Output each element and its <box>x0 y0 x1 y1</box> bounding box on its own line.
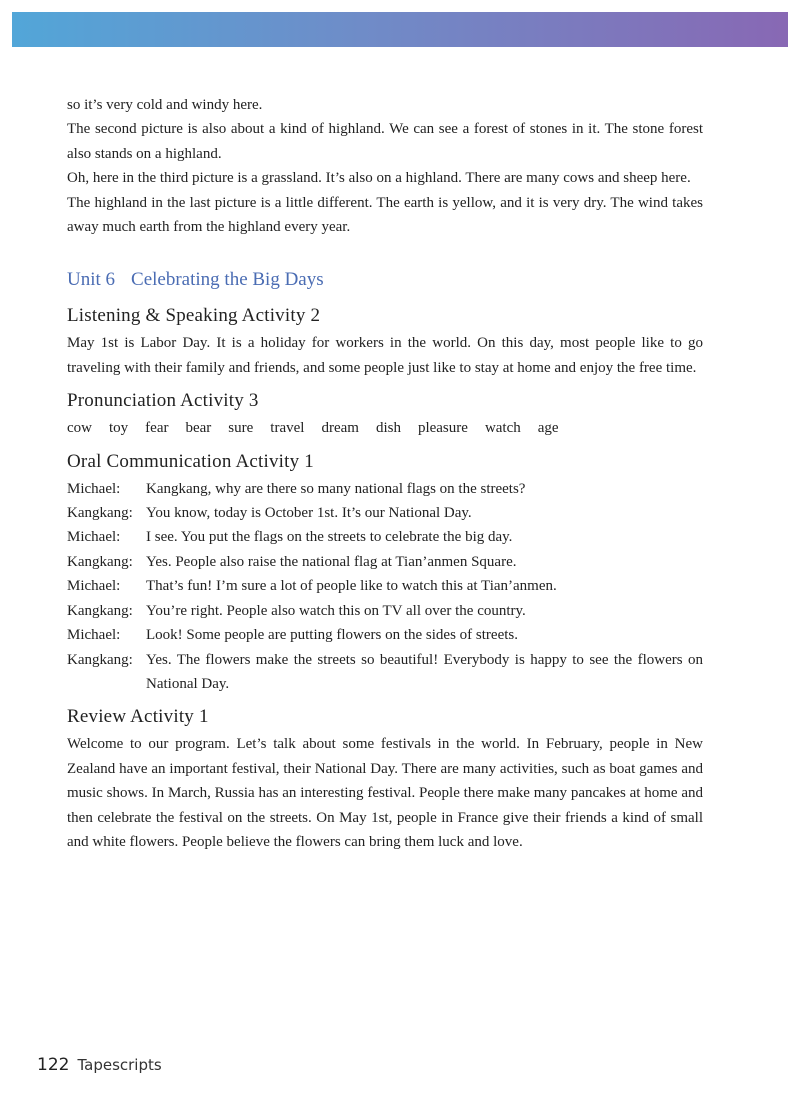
page-footer <box>37 1055 162 1075</box>
review-text: Welcome to our program. Let’s talk about some festivals in the world. In February, people in New Zealand have an important festival, their National Day. There are many activities, such as boat games and music shows. In March, Russia has an interesting festival. People there make many pancakes at home and then celebrate the festival on the streets. On May 1st, people in France give their friends a kind of small and white flowers. People believe the flowers can bring them luck and love. <box>67 736 703 850</box>
speech-text: Look! Some people are putting flowers on the sides of streets. <box>146 627 518 644</box>
intro-paragraph-2: The second picture is also about a kind of highland. We can see a forest of stones in it. The stone forest also stands on a highland. <box>67 121 703 162</box>
oral-title: Oral Communication Activity 1 <box>67 450 314 472</box>
pronunciation-word-list <box>67 416 703 440</box>
word-item: bear <box>185 420 212 437</box>
unit-name: Celebrating the Big Days <box>131 269 324 291</box>
intro-paragraph-1: so it’s very cold and windy here. <box>67 97 263 113</box>
page-content <box>67 93 703 854</box>
speech-text: You’re right. People also watch this on TV all over the country. <box>146 602 526 619</box>
dialog-line <box>67 550 703 574</box>
speech-text: Yes. People also raise the national flag at Tian’anmen Square. <box>146 553 517 570</box>
word-item: dream <box>321 420 359 437</box>
word-item: dish <box>375 420 401 437</box>
speech-text: Yes. The flowers make the streets so beautiful! Everybody is happy to see the flowers on National Day. <box>146 651 703 692</box>
dialog-line <box>67 599 703 623</box>
footer-label: Tapescripts <box>77 1056 162 1074</box>
speech-text: That’s fun! I’m sure a lot of people like to watch this at Tian’anmen. <box>146 578 557 595</box>
page-number: 122 <box>37 1055 70 1075</box>
word-item: sure <box>228 420 254 437</box>
listening-text: May 1st is Labor Day. It is a holiday for workers in the world. On this day, most people like to go traveling with their family and friends, and some people just like to stay at home and enjoy the free time. <box>67 335 703 376</box>
word-item: toy <box>109 420 129 437</box>
dialog-line <box>67 501 703 525</box>
word-item: travel <box>270 420 305 437</box>
unit-title <box>67 265 703 295</box>
speaker-name: Michael: <box>67 480 121 497</box>
speaker-name: Michael: <box>67 578 121 595</box>
dialog-line <box>67 574 703 598</box>
word-item: age <box>537 420 559 437</box>
speaker-name: Michael: <box>67 529 121 546</box>
speaker-name: Kangkang: <box>67 505 133 522</box>
speech-text: I see. You put the flags on the streets to celebrate the big day. <box>146 529 513 546</box>
speech-text: You know, today is October 1st. It’s our National Day. <box>146 505 472 522</box>
word-item: watch <box>484 420 521 437</box>
word-item: pleasure <box>417 420 468 437</box>
speaker-name: Michael: <box>67 627 121 644</box>
intro-paragraph-4: The highland in the last picture is a little different. The earth is yellow, and it is very dry. The wind takes away much earth from the highland every year. <box>67 194 703 236</box>
dialog-line <box>67 477 703 501</box>
speaker-name: Kangkang: <box>67 553 133 570</box>
header-bar <box>12 12 788 47</box>
speech-text: Kangkang, why are there so many national flags on the streets? <box>146 480 526 497</box>
review-title: Review Activity 1 <box>67 706 209 728</box>
dialog-line <box>67 623 703 647</box>
dialog-line <box>67 525 703 549</box>
intro-paragraph-3: Oh, here in the third picture is a grassland. It’s also on a highland. There are many cows and sheep here. <box>67 170 691 187</box>
word-item: fear <box>145 420 169 437</box>
speaker-name: Kangkang: <box>67 651 133 668</box>
dialog <box>67 477 703 697</box>
dialog-line <box>67 648 703 697</box>
unit-number: Unit 6 <box>67 269 116 291</box>
pronunciation-title: Pronunciation Activity 3 <box>67 390 259 412</box>
speaker-name: Kangkang: <box>67 602 133 619</box>
word-item: cow <box>67 420 92 437</box>
listening-title: Listening & Speaking Activity 2 <box>67 305 321 327</box>
